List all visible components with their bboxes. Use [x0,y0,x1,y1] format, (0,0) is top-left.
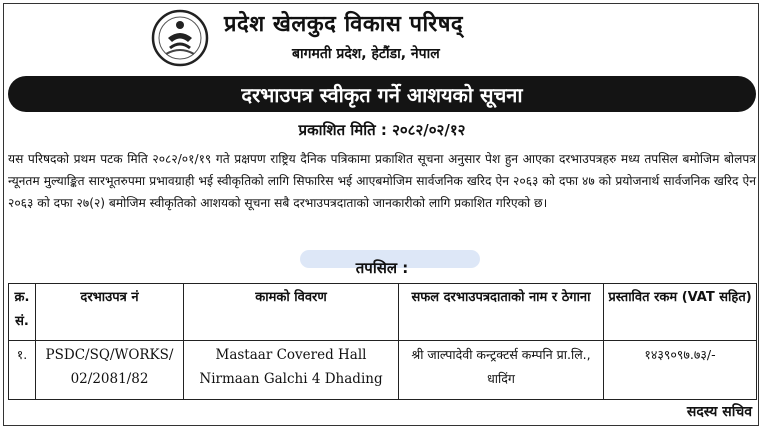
col-bid-no: दरभाउपत्र नं [36,284,184,341]
col-serial: क्र. सं. [9,284,36,341]
org-name: प्रदेश खेलकुद विकास परिषद् [224,12,464,37]
published-date: प्रकाशित मिति : २०८२/०२/१२ [298,121,466,139]
cell-amount: १४३९०९७.७३/- [604,341,757,400]
notice-title: दरभाउपत्र स्वीकृत गर्ने आशयको सूचना [241,82,523,107]
col-bidder: सफल दरभाउपत्रदाताको नाम र ठेगाना [399,284,604,341]
cell-description: Mastaar Covered Hall Nirmaan Galchi 4 Dhading [184,341,399,400]
org-address: बागमती प्रदेश, हेटौंडा, नेपाल [292,46,440,62]
col-description: कामको विवरण [184,284,399,341]
council-logo [150,8,210,68]
notice-banner [8,76,756,112]
col-amount: प्रस्तावित रकम (VAT सहित) [604,284,757,341]
cell-bidder: श्री जाल्पादेवी कन्ट्रक्टर्स कम्पनि प्रा.लि., धादिंग [399,341,604,400]
table-header-row [9,284,757,341]
table-row [9,341,757,400]
bids-table [8,283,757,400]
cell-bid-no: PSDC/SQ/WORKS/ 02/2081/82 [36,341,184,400]
signature-title: सदस्य सचिव [686,404,752,420]
notice-paragraph: यस परिषदको प्रथम पटक मिति २०८२/०१/१९ गते प्रक्षपण राष्ट्रिय दैनिक पत्रिकामा प्रकाशित सूचना अनुसार पेश हुन आएका दरभाउपत्रहरु मध्य तपसिल बमोजिम बोलपत्र न्यूनतम मुल्याङ्कित सारभूतरुपमा प्रभावग्राही भई स्वीकृतिको लागि सिफारिस भई आएबमोजिम सार्वजनिक खरिद ऐन २०६३ को दफा ४७ को प्रयोजनार्थ सार्वजनिक खरिद ऐन २०६३ को दफा २७(२) बमोजिम स्वीकृतिको आशयको सूचना सबै दरभाउपत्रदाताको जानकारीको लागि प्रकाशित गरिएको छ। [8,152,756,210]
schedule-heading: तपसिल : [355,259,409,277]
cell-serial: १. [9,341,36,400]
